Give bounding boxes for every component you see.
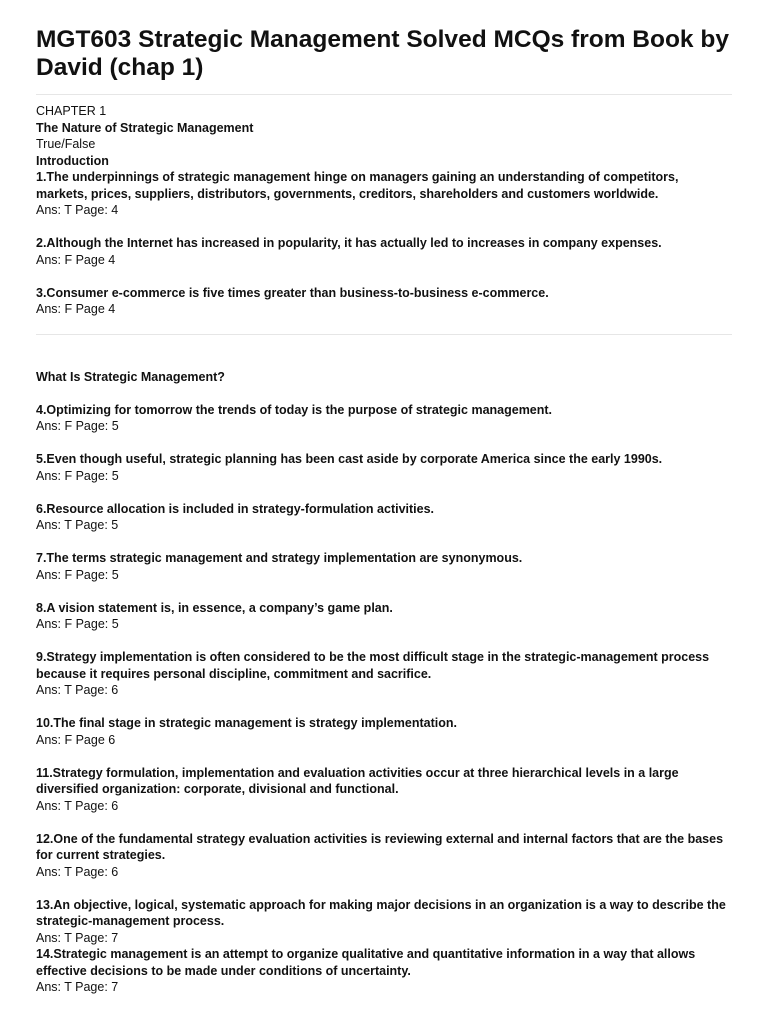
question-text: 12.One of the fundamental strategy evaluation activities is reviewing external and internal factors that are the bases for current strategies.: [36, 831, 724, 862]
answer-text: Ans: T Page: 7: [36, 930, 119, 945]
question-text: 6.Resource allocation is included in strategy-formulation activities.: [36, 501, 435, 516]
answer-text: Ans: F Page 4: [36, 252, 116, 267]
answer-text: Ans: F Page: 5: [36, 468, 119, 483]
page-title: MGT603 Strategic Management Solved MCQs from Book by David (chap 1): [36, 26, 729, 81]
question-text: 3.Consumer e-commerce is five times greater than business-to-business e-commerce.: [36, 285, 549, 300]
answer-text: Ans: F Page: 5: [36, 419, 119, 433]
answer-text: Ans: F Page: 5: [36, 567, 119, 582]
title-divider: [36, 94, 732, 95]
question-text: 13.An objective, logical, systematic approach for making major decisions in an organization is a way to describe the strategic-management process.: [36, 897, 726, 928]
question-type: True/False: [36, 137, 96, 151]
chapter-label: CHAPTER 1: [36, 104, 107, 118]
document-page: [36, 0, 732, 996]
question-text: 2.Although the Internet has increased in popularity, it has actually led to increases in company expenses.: [36, 236, 662, 250]
question-text: 1.The underpinnings of strategic management hinge on managers gaining an understanding of competitors, markets, prices, suppliers, distributors, governments, creditors, shareholders and customers worldwide.: [36, 170, 679, 201]
answer-text: Ans: T Page: 4: [36, 203, 119, 217]
chapter-header: [36, 103, 732, 169]
section-heading: What Is Strategic Management?: [36, 369, 225, 384]
question-text: 7.The terms strategic management and strategy implementation are synonymous.: [36, 551, 523, 565]
question-group-strategic-management: [36, 402, 732, 897]
section-divider: [36, 334, 732, 335]
answer-text: Ans: T Page: 5: [36, 518, 119, 532]
question-text: 9.Strategy implementation is often considered to be the most difficult stage in the strategic-management process because it requires personal discipline, commitment and sacrifice.: [36, 650, 710, 681]
question-text: 11.Strategy formulation, implementation and evaluation activities occur at three hierarchical levels in a large diversified organization: corporate, divisional and functional.: [36, 765, 679, 796]
answer-text: Ans: T Page: 6: [36, 683, 119, 697]
answer-text: Ans: F Page 4: [36, 302, 116, 316]
question-group-intro: [36, 169, 732, 318]
question-group-process: [36, 897, 732, 996]
answer-text: Ans: F Page: 5: [36, 617, 119, 631]
answer-text: Ans: T Page: 6: [36, 798, 119, 813]
question-text: 5.Even though useful, strategic planning has been cast aside by corporate America since the early 1990s.: [36, 452, 663, 466]
question-text: 10.The final stage in strategic management is strategy implementation.: [36, 716, 457, 730]
question-text: 14.Strategic management is an attempt to organize qualitative and quantitative information in a way that allows effective decisions to be made under conditions of uncertainty.: [36, 947, 696, 978]
question-text: 4.Optimizing for tomorrow the trends of today is the purpose of strategic management.: [36, 402, 553, 417]
chapter-title: The Nature of Strategic Management: [36, 120, 254, 135]
answer-text: Ans: T Page: 6: [36, 864, 119, 879]
answer-text: Ans: F Page 6: [36, 732, 116, 747]
answer-text: Ans: T Page: 7: [36, 980, 119, 994]
intro-heading: Introduction: [36, 153, 109, 168]
question-text: 8.A vision statement is, in essence, a company’s game plan.: [36, 600, 393, 615]
